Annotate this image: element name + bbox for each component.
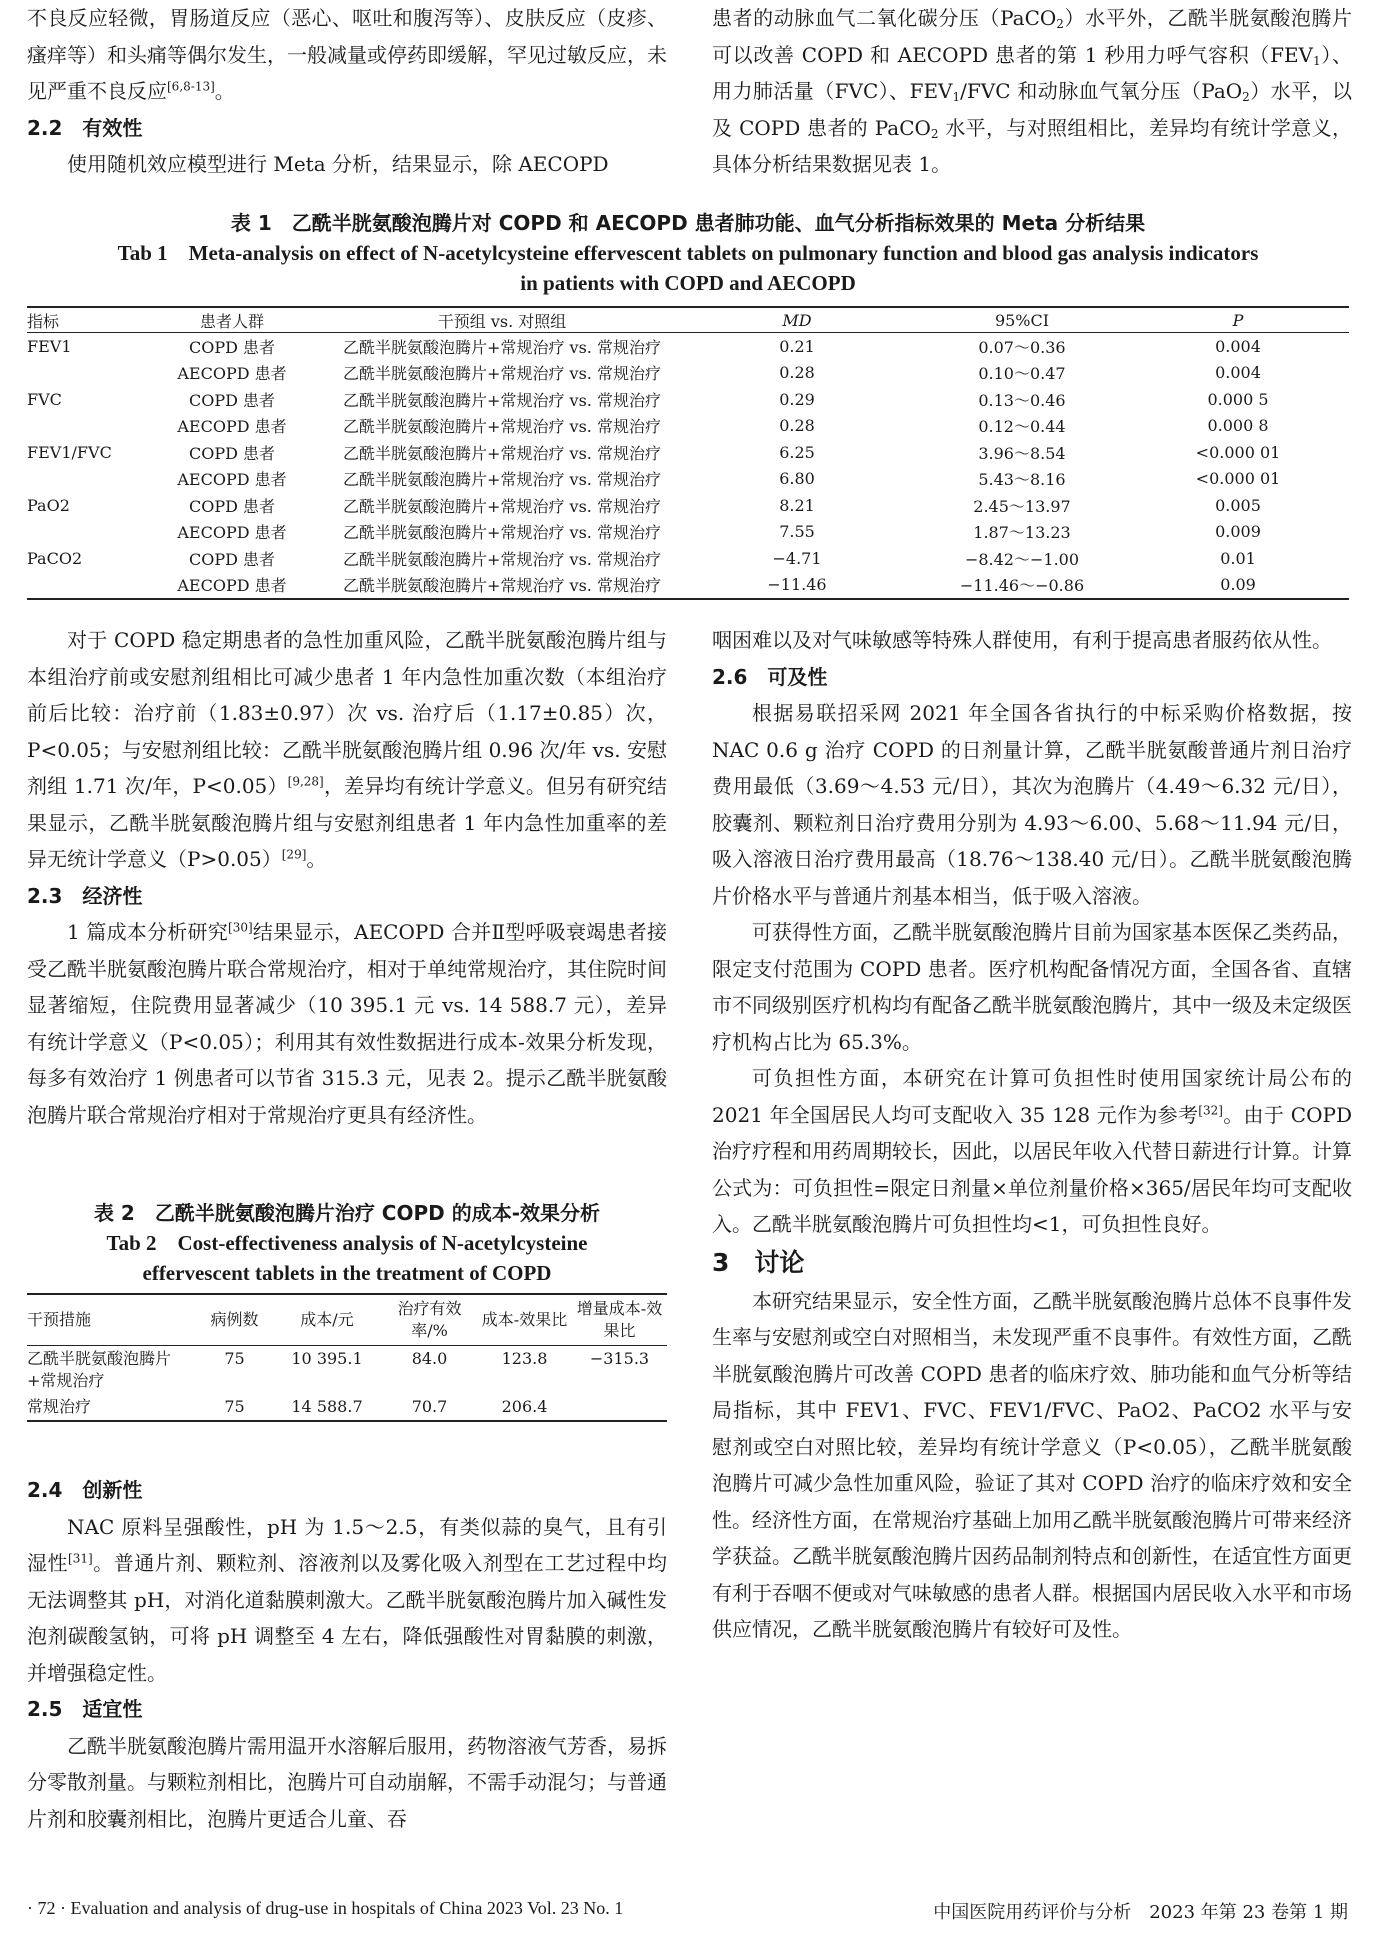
table-cell: FEV1/FVC	[27, 442, 112, 462]
table1-header-cell: MD	[677, 307, 917, 333]
table-cell: 3.96～8.54	[978, 443, 1066, 463]
table1-caption-en-line2: in patients with COPD and AECOPD	[520, 271, 856, 295]
table1	[27, 306, 1349, 600]
table2-caption-cn: 表 2 乙酰半胱氨酸泡腾片治疗 COPD 的成本-效果分析	[93, 1201, 601, 1225]
table-cell: 0.28	[779, 363, 815, 383]
table-cell: 14 588.7	[291, 1397, 363, 1416]
paragraph-acute-exacerbation: 对于 COPD 稳定期患者的急性加重风险，乙酰半胱氨酸泡腾片组与本组治疗前或安慰剂组相比可减少患者 1 年内急性加重次数（本组治疗前后比较：治疗前（1.83±0.97）次 vs. 治疗后（1.17±0.85）次，P<0.05；与安慰剂组比较：乙酰半胱氨酸泡腾片组 0.96 次/年 vs. 安慰剂组 1.71 次/年，P<0.05）[9,28]，差异均有统计学意义。但另有研究结果显示，乙酰半胱氨酸泡腾片组与安慰剂组患者 1 年内急性加重率的差异无统计学意义（P>0.05）[29]。	[27, 628, 668, 871]
left-column-lower	[27, 1472, 667, 1837]
paragraph-adverse-cont: 不良反应轻微，胃肠道反应（恶心、呕吐和腹泻等）、皮肤反应（皮疹、瘙痒等）和头痛等偶尔发生，一般减量或停药即缓解，罕见过敏反应，未见严重不良反应[6,8-13]。	[27, 6, 667, 103]
table-cell: 乙酰半胱氨酸泡腾片+常规治疗 vs. 常规治疗	[343, 337, 661, 357]
table-cell: 7.55	[779, 522, 815, 542]
table2-header-cell: 成本-效果比	[477, 1294, 572, 1346]
section-2-5-heading: 2.5 适宜性	[27, 1697, 143, 1721]
table-cell: −11.46～−0.86	[959, 576, 1085, 596]
table1-caption-cn: 表 1 乙酰半胱氨酸泡腾片对 COPD 和 AECOPD 患者肺功能、血气分析指标效果的 Meta 分析结果	[230, 211, 1146, 235]
table-cell	[572, 1394, 667, 1421]
table-cell: 乙酰半胱氨酸泡腾片+常规治疗 vs. 常规治疗	[343, 417, 661, 437]
table2	[27, 1293, 667, 1422]
table-row	[27, 545, 1349, 572]
table-cell: 0.000 5	[1207, 389, 1269, 409]
section-2-6-heading: 2.6 可及性	[712, 664, 828, 689]
table-cell: 0.28	[779, 416, 815, 436]
table-cell: 75	[224, 1397, 245, 1416]
paragraph-suitability: 乙酰半胱氨酸泡腾片需用温开水溶解后服用，药物溶液气芳香，易拆分零散剂量。与颗粒剂相比，泡腾片可自动崩解，不需手动混匀；与普通片剂和胶囊剂相比，泡腾片更适合儿童、吞	[27, 1733, 667, 1831]
table-row	[27, 413, 1349, 440]
right-column-top	[712, 0, 1352, 183]
table-cell	[27, 466, 137, 493]
right-column-bottom	[712, 622, 1352, 1648]
table-cell: 0.005	[1215, 495, 1261, 515]
table-row	[27, 519, 1349, 546]
table-cell: 乙酰半胱氨酸泡腾片+常规治疗 vs. 常规治疗	[343, 364, 661, 384]
section-2-2-heading: 2.2 有效性	[27, 115, 143, 140]
table-cell: <0.000 01	[1195, 469, 1281, 489]
table-cell: 乙酰半胱氨酸泡腾片+常规治疗 vs. 常规治疗	[343, 523, 661, 543]
section-2-4-heading: 2.4 创新性	[27, 1478, 143, 1502]
paragraph-economy: 1 篇成本分析研究[30]结果显示，AECOPD 合并Ⅱ型呼吸衰竭患者接受乙酰半胱氨酸泡腾片联合常规治疗，相对于单纯常规治疗，其住院时间显著缩短，住院费用显著减少（10 395.1 元 vs. 14 588.7 元），差异有统计学意义（P<0.05）；利用其有效性数据进行成本-效果分析发现，每多有效治疗 1 例患者可以节省 315.3 元，见表 2。提示乙酰半胱氨酸泡腾片联合常规治疗相对于常规治疗更具有经济性。	[27, 920, 667, 1127]
table-cell: 8.21	[779, 495, 815, 515]
table-row	[27, 492, 1349, 519]
paragraph-efficacy-cont: 患者的动脉血气二氧化碳分压（PaCO$_2$）水平外，乙酰半胱氨酸泡腾片可以改善 COPD 和 AECOPD 患者的第 1 秒用力呼气容积$(FEV_1)$、用力肺活量（FVC）、$FEV_1$/FVC 和动脉血气氧分压（PaO$_2$）水平，以及 COPD 患者的 PaCO$_2$ 水平，与对照组相比，差异均有统计学意义，具体分析结果数据见表 1。	[712, 6, 1353, 176]
table-cell: 0.004	[1215, 363, 1261, 383]
table-cell: 乙酰半胱氨酸泡腾片+常规治疗 vs. 常规治疗	[343, 496, 661, 516]
table-cell: COPD 患者	[188, 390, 276, 410]
table-cell: 75	[224, 1349, 245, 1368]
table-cell: 0.000 8	[1207, 416, 1269, 436]
table2-header-cell: 病例数	[197, 1294, 272, 1346]
table-cell: COPD 患者	[188, 549, 276, 569]
table-cell: 常规治疗	[27, 1397, 92, 1416]
table-cell: FEV1	[27, 336, 72, 356]
paragraph-accessibility-price: 根据易联招采网 2021 年全国各省执行的中标采购价格数据，按 NAC 0.6 g 治疗 COPD 的日剂量计算，乙酰半胱氨酸普通片剂日治疗费用最低（3.69～4.53 元/日），其次为泡腾片（4.49～6.32 元/日），胶囊剂、颗粒剂日治疗费用分别为 4.93～6.00、5.68～11.94 元/日，吸入溶液日治疗费用最高（18.76～138.40 元/日）。乙酰半胱氨酸泡腾片价格水平与普通片剂基本相当，低于吸入溶液。	[712, 701, 1352, 908]
paragraph-suitability-cont: 咽困难以及对气味敏感等特殊人群使用，有利于提高患者服药依从性。	[712, 628, 1332, 652]
paragraph-availability: 可获得性方面，乙酰半胱氨酸泡腾片目前为国家基本医保乙类药品，限定支付范围为 COPD 患者。医疗机构配备情况方面，全国各省、直辖市不同级别医疗机构均有配备乙酰半胱氨酸泡腾片，其中一级及未定级医疗机构占比为 65.3%。	[712, 920, 1352, 1054]
table-cell: 乙酰半胱氨酸泡腾片+常规治疗 vs. 常规治疗	[343, 443, 661, 463]
table1-header-cell: 干预组 vs. 对照组	[327, 307, 677, 333]
paragraph-affordability: 可负担性方面，本研究在计算可负担性时使用国家统计局公布的 2021 年全国居民人均可支配收入 35 128 元作为参考[32]。由于 COPD 治疗疗程和用药周期较长，因此，以居民年收入代替日薪进行计算。计算公式为：可负担性=限定日剂量×单位剂量价格×365/居民年均可支配收入。乙酰半胱氨酸泡腾片可负担性均<1，可负担性良好。	[712, 1066, 1352, 1236]
table-row	[27, 333, 1349, 360]
table-cell: 6.80	[779, 469, 815, 489]
table1-header-cell: 患者人群	[137, 307, 327, 333]
table-cell: 84.0	[411, 1349, 448, 1368]
table-cell: −4.71	[772, 548, 822, 568]
table-cell: −11.46	[767, 575, 827, 595]
table-cell	[27, 572, 137, 600]
footer-left: · 72 · Evaluation and analysis of drug-use in hospitals of China 2023 Vol. 23 No. 1	[27, 1898, 624, 1918]
table-cell: 0.12～0.44	[978, 417, 1066, 437]
table1-caption-en-line1: Tab 1 Meta-analysis on effect of N-acetylcysteine effervescent tablets on pulmonary function and blood gas analysis indicators	[117, 241, 1259, 265]
table-cell: 乙酰半胱氨酸泡腾片+常规治疗 vs. 常规治疗	[343, 390, 661, 410]
table1-header-cell: 指标	[27, 307, 137, 333]
table2-header-cell: 治疗有效率/%	[382, 1294, 477, 1346]
table-cell: 乙酰半胱氨酸泡腾片+常规治疗 vs. 常规治疗	[343, 470, 661, 490]
table-cell: 0.004	[1215, 336, 1261, 356]
table-cell: 乙酰半胱氨酸泡腾片+常规治疗 vs. 常规治疗	[343, 576, 661, 596]
table-row	[27, 466, 1349, 493]
table2-header-row	[27, 1294, 667, 1346]
table-cell: 6.25	[779, 442, 815, 462]
table-cell: 5.43～8.16	[978, 470, 1066, 490]
table-cell: 乙酰半胱氨酸泡腾片+常规治疗	[27, 1349, 172, 1390]
paragraph-discussion: 本研究结果显示，安全性方面，乙酰半胱氨酸泡腾片总体不良事件发生率与安慰剂或空白对照相当，未发现严重不良事件。有效性方面，乙酰半胱氨酸泡腾片可改善 COPD 患者的临床疗效、肺功能和血气分析等结局指标，其中 FEV1、FVC、FEV1/FVC、PaO2、PaCO2 水平与安慰剂或空白对照比较，差异均有统计学意义（P<0.05），乙酰半胱氨酸泡腾片可减少急性加重风险，验证了其对 COPD 治疗的临床疗效和安全性。经济性方面，在常规治疗基础上加用乙酰半胱氨酸泡腾片可带来经济学获益。乙酰半胱氨酸泡腾片因药品制剂特点和创新性，在适宜性方面更有利于吞咽不便或对气味敏感的患者人群。根据国内居民收入水平和市场供应情况，乙酰半胱氨酸泡腾片有较好可及性。	[712, 1288, 1352, 1641]
section-2-3-heading: 2.3 经济性	[27, 883, 143, 908]
left-column-top	[27, 0, 667, 183]
table-row	[27, 439, 1349, 466]
table-cell: 206.4	[501, 1397, 548, 1416]
footer-right: 中国医院用药评价与分析 2023 年第 23 卷第 1 期	[933, 1902, 1348, 1923]
table-cell: 0.009	[1215, 522, 1261, 542]
table-row	[27, 572, 1349, 600]
table1-header-row	[27, 307, 1349, 333]
table-cell: AECOPD 患者	[177, 523, 287, 543]
table-cell: 70.7	[411, 1397, 448, 1416]
table-row	[27, 1346, 667, 1395]
table-cell: 10 395.1	[291, 1349, 363, 1368]
table-cell: AECOPD 患者	[177, 364, 287, 384]
table-cell: 0.29	[779, 389, 815, 409]
table-cell: AECOPD 患者	[177, 470, 287, 490]
table2-header-cell: 成本/元	[272, 1294, 382, 1346]
table-cell	[27, 360, 137, 387]
table-cell: 1.87～13.23	[973, 523, 1071, 543]
table2-header-cell: 增量成本-效果比	[572, 1294, 667, 1346]
table-cell: −8.42～−1.00	[964, 549, 1080, 569]
table-cell: 0.01	[1220, 548, 1256, 568]
table-cell: 0.09	[1220, 575, 1256, 595]
table-cell: 0.07～0.36	[978, 337, 1066, 357]
left-column-bottom	[27, 622, 667, 1133]
table-row	[27, 386, 1349, 413]
table-cell: AECOPD 患者	[177, 417, 287, 437]
table1-header-cell: P	[1127, 307, 1349, 333]
table-cell: PaCO2	[27, 548, 83, 568]
table-cell: COPD 患者	[188, 337, 276, 357]
table2-caption-en-line1: Tab 2 Cost-effectiveness analysis of N-acetylcysteine	[106, 1231, 588, 1255]
table1-header-cell: 95%CI	[917, 307, 1127, 333]
table-cell: −315.3	[589, 1349, 650, 1368]
table-cell: 0.21	[779, 336, 815, 356]
table2-caption	[27, 1198, 667, 1288]
table-cell: <0.000 01	[1195, 442, 1281, 462]
table-cell	[27, 519, 137, 546]
table-cell: 乙酰半胱氨酸泡腾片+常规治疗 vs. 常规治疗	[343, 549, 661, 569]
paragraph-innovation: NAC 原料呈强酸性，pH 为 1.5～2.5，有类似蒜的臭气，且有引湿性[31]。普通片剂、颗粒剂、溶液剂以及雾化吸入剂型在工艺过程中均无法调整其 pH，对消化道黏膜刺激大。乙酰半胱氨酸泡腾片加入碱性发泡剂碳酸氢钠，可将 pH 调整至 4 左右，降低强酸性对胃黏膜的刺激，并增强稳定性。	[27, 1514, 668, 1685]
table-cell: 0.10～0.47	[978, 364, 1066, 384]
table-cell: AECOPD 患者	[177, 576, 287, 596]
table-row	[27, 1394, 667, 1421]
table-row	[27, 360, 1349, 387]
section-3-heading: 3 讨论	[712, 1247, 805, 1277]
table-cell	[27, 413, 137, 440]
table-cell: 2.45～13.97	[973, 496, 1071, 516]
table2-header-cell: 干预措施	[27, 1294, 197, 1346]
table-cell: COPD 患者	[188, 443, 276, 463]
table-cell: PaO2	[27, 495, 70, 515]
table-cell: 0.13～0.46	[978, 390, 1066, 410]
table-cell: 123.8	[501, 1349, 548, 1368]
paragraph-efficacy: 使用随机效应模型进行 Meta 分析，结果显示，除 AECOPD	[67, 152, 609, 176]
table-cell: FVC	[27, 389, 62, 409]
table1-caption	[27, 208, 1349, 298]
table2-caption-en-line2: effervescent tablets in the treatment of COPD	[142, 1261, 552, 1285]
table-cell: COPD 患者	[188, 496, 276, 516]
